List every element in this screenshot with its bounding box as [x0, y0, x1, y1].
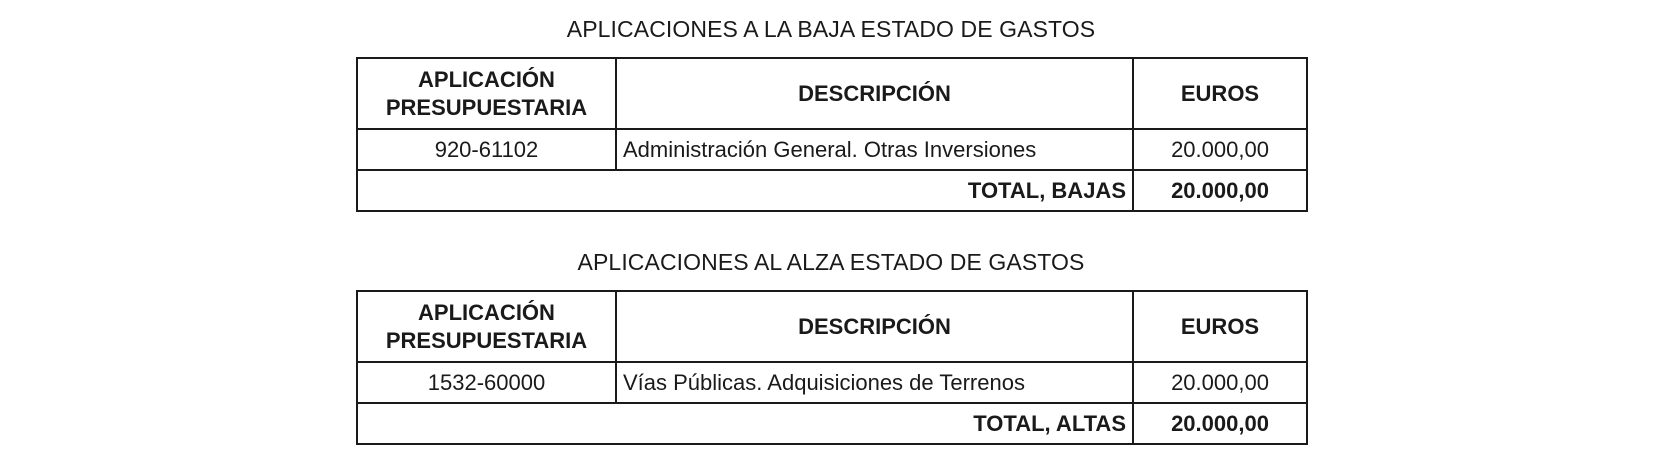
section-title-altas: APLICACIONES AL ALZA ESTADO DE GASTOS	[577, 249, 1085, 275]
total-row	[357, 170, 1307, 211]
table-header-row	[357, 291, 1307, 362]
table-row	[357, 129, 1307, 170]
cell-descripcion: Vías Públicas. Adquisiciones de Terrenos	[616, 362, 1133, 403]
cell-aplicacion: 1532-60000	[357, 362, 616, 403]
cell-euros: 20.000,00	[1133, 362, 1307, 403]
header-descripcion: DESCRIPCIÓN	[616, 58, 1133, 129]
total-label: TOTAL, ALTAS	[357, 403, 1133, 444]
total-amount: 20.000,00	[1133, 170, 1307, 211]
table-row	[357, 362, 1307, 403]
table-header-row	[357, 58, 1307, 129]
section-title-bajas: APLICACIONES A LA BAJA ESTADO DE GASTOS	[566, 16, 1096, 42]
total-label: TOTAL, BAJAS	[357, 170, 1133, 211]
cell-descripcion: Administración General. Otras Inversiones	[616, 129, 1133, 170]
total-row	[357, 403, 1307, 444]
table-altas	[356, 290, 1308, 445]
cell-euros: 20.000,00	[1133, 129, 1307, 170]
header-aplicacion: APLICACIÓN PRESUPUESTARIA	[357, 291, 616, 362]
header-aplicacion: APLICACIÓN PRESUPUESTARIA	[357, 58, 616, 129]
total-amount: 20.000,00	[1133, 403, 1307, 444]
cell-aplicacion: 920-61102	[357, 129, 616, 170]
header-descripcion: DESCRIPCIÓN	[616, 291, 1133, 362]
table-bajas	[356, 57, 1308, 212]
header-euros: EUROS	[1133, 291, 1307, 362]
header-euros: EUROS	[1133, 58, 1307, 129]
